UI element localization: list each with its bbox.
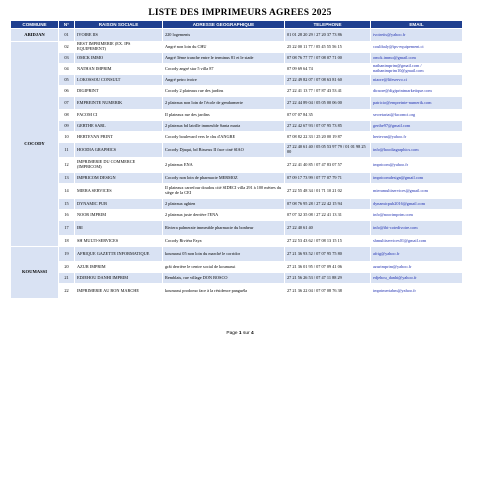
table-row [11, 75, 463, 86]
document-title: LISTE DES IMPRIMEURS AGREES 2025 [148, 8, 332, 18]
email-cell[interactable]: nathanimprim@gmail.com / nathanimprim10@gmail.com [371, 64, 463, 75]
company-name-cell: AFRIQUE GAZETTE INFORMATIQUE [75, 247, 163, 262]
phone-cell: 27 22 41 40 85 / 07 47 83 07 57 [285, 158, 371, 173]
phone-cell: 07 08 82 22 33 / 25 20 00 19 87 [285, 132, 371, 143]
email-cell[interactable]: info@hoodiagraphics.com [371, 143, 463, 158]
company-name-cell: LOKOSSOU CONSULT [75, 75, 163, 86]
footer-prefix: Page [226, 331, 238, 336]
company-name-cell: FACOM CI [75, 110, 163, 121]
phone-cell: 27 22 40 61 40 / 05 05 53 97 79 / 01 01 98 25 00 [285, 143, 371, 158]
phone-cell: 25 22 00 11 77 / 05 45 55 56 15 [285, 42, 371, 53]
address-cell: 2 plateaux ENA [163, 158, 285, 173]
row-number-cell: 21 [59, 273, 75, 284]
row-number-cell: 18 [59, 236, 75, 247]
header-number: N° [59, 21, 75, 29]
address-cell: koumassi prodomo face à la résidence panguéla [163, 284, 285, 299]
email-cell[interactable]: dynamicpub2016@gmail.com [371, 199, 463, 210]
phone-cell: 07 08 76 95 28 / 27 22 42 15 94 [285, 199, 371, 210]
phone-cell: 07 09 69 64 74 [285, 64, 371, 75]
phone-cell: 27 22 53 43 62 / 07 08 13 15 15 [285, 236, 371, 247]
address-cell: II plateaux rue des jardins [163, 110, 285, 121]
phone-cell: 01 01 28 20 29 / 27 20 37 73 86 [285, 29, 371, 42]
company-name-cell: EDJEHOU DANHI IMPRIM [75, 273, 163, 284]
phone-cell: 07 07 07 84 35 [285, 110, 371, 121]
commune-cell: COCODY [11, 42, 59, 247]
page-footer [0, 331, 480, 336]
table-row [11, 29, 463, 42]
row-number-cell: 06 [59, 86, 75, 97]
company-name-cell: DYNAMIC PUB [75, 199, 163, 210]
footer-current-page: 1 [238, 331, 242, 336]
email-cell[interactable]: dtraore@digiprintmarketique.com [371, 86, 463, 97]
phone-cell: 27 21 36 01 95 / 07 07 09 41 06 [285, 262, 371, 273]
table-row [11, 143, 463, 158]
email-cell[interactable]: secretariat@facomci.org [371, 110, 463, 121]
email-cell[interactable]: edjehou_danhi@yahoo.fr [371, 273, 463, 284]
email-cell[interactable]: info@ibi-cotedivoire.com [371, 221, 463, 236]
address-cell: Remblais, rue village DON BOSCO [163, 273, 285, 284]
address-cell: Cocody boulevard vers le chu d'ANGRE [163, 132, 285, 143]
table-row [11, 221, 463, 236]
phone-cell: 07 07 32 35 08 / 27 22 41 13 31 [285, 210, 371, 221]
phone-cell: 27 22 42 67 93 / 07 07 95 73 85 [285, 121, 371, 132]
company-name-cell: DIGIPRINT [75, 86, 163, 97]
header-commune: COMMUNE [11, 21, 59, 29]
phone-cell: 27 22 44 89 04 / 05 05 00 06 00 [285, 97, 371, 110]
address-cell: Angré non loin du CHU [163, 42, 285, 53]
address-cell: grâi derrière le centre social de koumassi [163, 262, 285, 273]
email-cell[interactable]: shmultiservices01@gmail.com [371, 236, 463, 247]
row-number-cell: 19 [59, 247, 75, 262]
email-cell[interactable]: afrig@yahoo.fr [371, 247, 463, 262]
email-cell[interactable]: coulibaly@ips-equipement.ci [371, 42, 463, 53]
address-cell: Angré petro ivoire [163, 75, 285, 86]
row-number-cell: 17 [59, 221, 75, 236]
phone-cell: 27 21 36 22 04 / 07 07 08 76 38 [285, 284, 371, 299]
phone-cell: 07 09 17 73 99 / 07 77 07 79 71 [285, 173, 371, 184]
address-cell: Cocody non loin de pharmacie MERMOZ [163, 173, 285, 184]
table-row [11, 86, 463, 97]
table-row [11, 273, 463, 284]
row-number-cell: 10 [59, 132, 75, 143]
row-number-cell: 08 [59, 110, 75, 121]
email-cell[interactable]: hertevan@yahoo.fr [371, 132, 463, 143]
company-name-cell: IVOIRE IIS [75, 29, 163, 42]
table-header-row [11, 21, 463, 29]
company-name-cell: BEST IMPRIMERIE (EX. IPS EQUIPEMENT) [75, 42, 163, 53]
table-row [11, 132, 463, 143]
phone-cell: 27 22 41 13 77 / 07 87 43 53 41 [285, 86, 371, 97]
email-cell[interactable]: niaore@lifeservo.ci [371, 75, 463, 86]
company-name-cell: EMPREINTE NUMERIK [75, 97, 163, 110]
row-number-cell: 07 [59, 97, 75, 110]
table-row [11, 158, 463, 173]
company-name-cell: HERTEVAN PRINT [75, 132, 163, 143]
printers-table [10, 20, 463, 299]
company-name-cell: OMCK IMMO [75, 53, 163, 64]
row-number-cell: 03 [59, 53, 75, 64]
phone-cell: 27 21 56 26 53 / 07 47 11 88 29 [285, 273, 371, 284]
email-cell[interactable]: impricom@yahoo.fr [371, 158, 463, 173]
row-number-cell: 14 [59, 184, 75, 199]
commune-cell: ABIDJAN [11, 29, 59, 42]
row-number-cell: 02 [59, 42, 75, 53]
table-row [11, 210, 463, 221]
row-number-cell: 04 [59, 64, 75, 75]
table-row [11, 184, 463, 199]
email-cell[interactable]: mieramultiservices@gmail.com [371, 184, 463, 199]
footer-total-pages: 4 [250, 331, 254, 336]
address-cell: koumassi 05 non loin du marché le corridor [163, 247, 285, 262]
address-cell: II plateaux carrefour doudou cité SIDECI villa 291 à 100 mètres du siège de la CEI [163, 184, 285, 199]
row-number-cell: 12 [59, 158, 75, 173]
company-name-cell: IMPRICOM DESIGN [75, 173, 163, 184]
email-cell[interactable]: gerthe97@gmail.com [371, 121, 463, 132]
address-cell: Angré 3ème tranche entre le terminus 81 et le stade [163, 53, 285, 64]
row-number-cell: 16 [59, 210, 75, 221]
table-row [11, 262, 463, 273]
header-address: ADRESSE GEOGRAPHIQUE [163, 21, 285, 29]
email-cell[interactable]: patricio@empreinte-numerik.com [371, 97, 463, 110]
email-cell[interactable]: ivoireiis@yahoo.fr [371, 29, 463, 42]
table-row [11, 64, 463, 75]
email-cell[interactable]: azurimprim@yahoo.fr [371, 262, 463, 273]
table-row [11, 199, 463, 210]
email-cell[interactable]: omck.immo@gmail.com [371, 53, 463, 64]
address-cell: 2 plateaux non loin de l'école de gendarmerie [163, 97, 285, 110]
company-name-cell: GERTHE SARL [75, 121, 163, 132]
address-cell: 220 logements [163, 29, 285, 42]
email-cell[interactable]: impricomdesign@gmail.com [371, 173, 463, 184]
header-phone: TELEPHONE [285, 21, 371, 29]
row-number-cell: 09 [59, 121, 75, 132]
address-cell: Cocody Riviéra Faya [163, 236, 285, 247]
phone-cell: 27 22 49 82 07 / 07 08 63 81 60 [285, 75, 371, 86]
table-row [11, 110, 463, 121]
address-cell: 2 plateaux bd latrille immeuble Santa maria [163, 121, 285, 132]
address-cell: Riviera palmeraie immeuble pharmacie du bonheur [163, 221, 285, 236]
table-row [11, 53, 463, 64]
company-name-cell: NATHAN IMPRIM [75, 64, 163, 75]
table-row [11, 121, 463, 132]
company-name-cell: MIERA SERVICES [75, 184, 163, 199]
phone-cell: 27 22 40 61 40 [285, 221, 371, 236]
address-cell: 2 plateaux aghien [163, 199, 285, 210]
company-name-cell: IBI [75, 221, 163, 236]
row-number-cell: 13 [59, 173, 75, 184]
table-row [11, 97, 463, 110]
phone-cell: 27 22 55 48 34 / 01 71 10 21 02 [285, 184, 371, 199]
table-row [11, 236, 463, 247]
company-name-cell: SH MULTI-SERVICES [75, 236, 163, 247]
company-name-cell: IMPRIMERIE AU BON MARCHE [75, 284, 163, 299]
company-name-cell: AZUR IMPRIM [75, 262, 163, 273]
company-name-cell: NOOR IMPRIM [75, 210, 163, 221]
row-number-cell: 15 [59, 199, 75, 210]
row-number-cell: 01 [59, 29, 75, 42]
email-cell[interactable]: info@noorimprim.com [371, 210, 463, 221]
row-number-cell: 11 [59, 143, 75, 158]
row-number-cell: 22 [59, 284, 75, 299]
company-name-cell: IMPRIMERIE DU COMMERCE (IMPRICOM) [75, 158, 163, 173]
address-cell: Cocody 2 plateaux rue des jardins [163, 86, 285, 97]
table-row [11, 173, 463, 184]
address-cell: Cocody Djaqui, bd Bisseux II face ciné SIAO [163, 143, 285, 158]
table-row [11, 284, 463, 299]
email-cell[interactable]: imprimeriabm@yahoo.fr [371, 284, 463, 299]
commune-cell: KOUMASSI [11, 247, 59, 299]
table-row [11, 42, 463, 53]
table-row [11, 247, 463, 262]
row-number-cell: 05 [59, 75, 75, 86]
address-cell: 2 plateaux juste derrière l'ENA [163, 210, 285, 221]
header-email: EMAIL [371, 21, 463, 29]
footer-middle: sur [242, 331, 250, 336]
company-name-cell: HOODIA GRAPHICS [75, 143, 163, 158]
phone-cell: 27 21 36 93 52 / 07 07 95 75 80 [285, 247, 371, 262]
phone-cell: 07 08 76 77 77 / 07 08 07 71 00 [285, 53, 371, 64]
address-cell: Cocody angré star 5 villa 87 [163, 64, 285, 75]
row-number-cell: 20 [59, 262, 75, 273]
header-company-name: RAISON SOCIALE [75, 21, 163, 29]
